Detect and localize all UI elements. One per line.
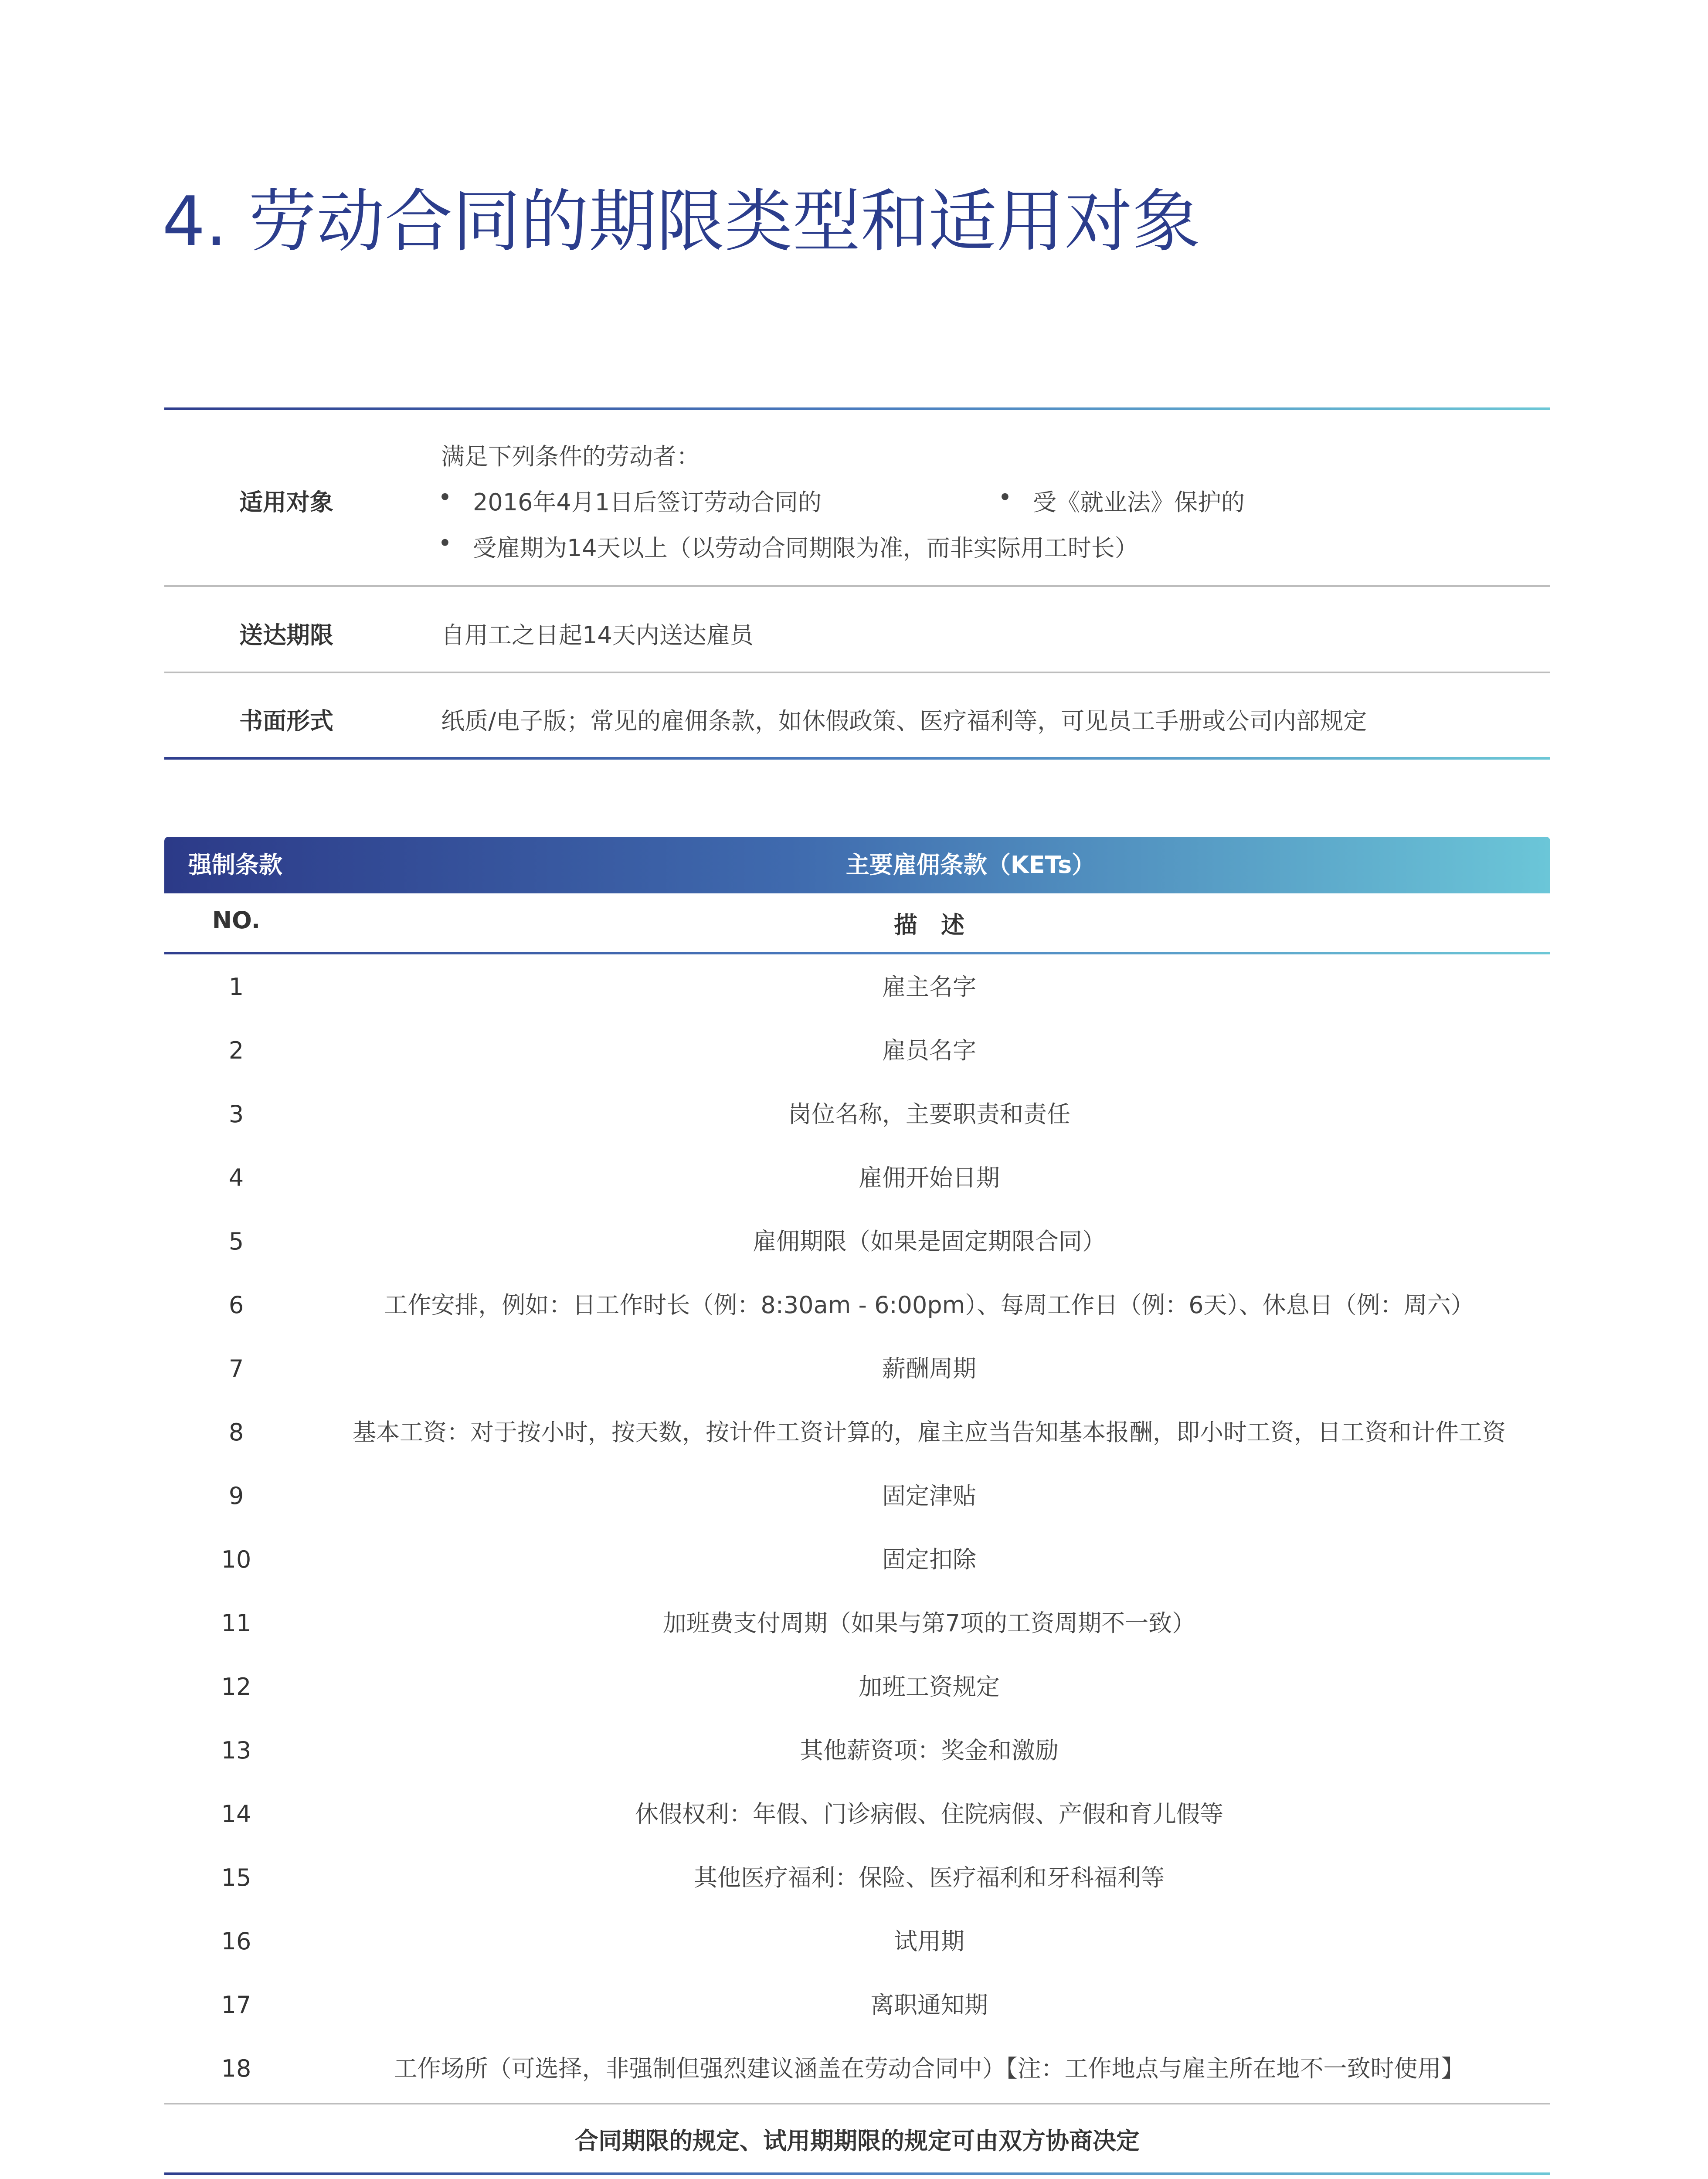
row-divider	[164, 585, 1550, 587]
kets-header-center-wrap	[164, 837, 1550, 893]
row-no: 15	[221, 1864, 251, 1891]
applicable-label: 适用对象	[239, 489, 333, 516]
table-row	[164, 955, 1550, 1019]
kets-footer-note: 合同期限的规定、试用期期限的规定可由双方协商决定	[575, 2127, 1140, 2155]
row-no: 8	[228, 1419, 244, 1446]
row-no: 10	[221, 1546, 251, 1573]
kets-table-header	[164, 837, 1550, 893]
table-row	[164, 1910, 1550, 1973]
row-desc: 雇佣开始日期	[859, 1164, 1000, 1191]
kets-footer-divider	[164, 2103, 1550, 2104]
table-row	[164, 1083, 1550, 1146]
row-no: 2	[228, 1037, 244, 1064]
row-desc: 雇佣期限（如果是固定期限合同）	[753, 1228, 1106, 1255]
page-title: 4. 劳动合同的期限类型和适用对象	[162, 182, 1201, 261]
kets-header-title: 主要雇佣条款（KETs）	[846, 851, 1096, 879]
row-divider	[164, 672, 1550, 673]
col-no-header: NO.	[212, 906, 261, 934]
table-row	[164, 1528, 1550, 1592]
table-row	[164, 1337, 1550, 1401]
table-row	[164, 1782, 1550, 1846]
row-desc: 雇员名字	[882, 1037, 976, 1064]
row-no: 14	[221, 1800, 251, 1828]
col-desc-header: 描 述	[894, 911, 964, 939]
bullet-dot: •	[438, 529, 452, 557]
row-desc: 休假权利：年假、门诊病假、住院病假、产假和育儿假等	[635, 1800, 1223, 1828]
row-no: 17	[221, 1991, 251, 2019]
bullet-dot: •	[998, 484, 1012, 511]
row-no: 3	[228, 1100, 244, 1128]
row-desc: 薪酬周期	[882, 1355, 976, 1382]
row-desc: 固定津贴	[882, 1482, 976, 1510]
applicable-bullet-3: 受雇期为14天以上（以劳动合同期限为准，而非实际用工时长）	[473, 534, 1138, 562]
row-desc: 离职通知期	[870, 1991, 988, 2019]
table-row	[164, 1401, 1550, 1464]
delivery-text: 自用工之日起14天内送达雇员	[441, 621, 754, 649]
applicable-bullet-2: 受《就业法》保护的	[1033, 489, 1245, 516]
table-row	[164, 1592, 1550, 1655]
row-no: 7	[228, 1355, 244, 1382]
info-table-top-rule	[164, 407, 1550, 410]
row-no: 6	[228, 1291, 244, 1319]
kets-bottom-rule	[164, 2172, 1550, 2175]
table-row	[164, 2037, 1550, 2101]
bullet-dot: •	[438, 484, 452, 511]
table-row	[164, 1973, 1550, 2037]
table-row	[164, 1846, 1550, 1910]
row-no: 18	[221, 2055, 251, 2082]
applicable-bullet-1: 2016年4月1日后签订劳动合同的	[473, 489, 822, 516]
row-no: 16	[221, 1928, 251, 1955]
row-desc: 基本工资：对于按小时，按天数，按计件工资计算的，雇主应当告知基本报酬，即小时工资，日工资和计件工资	[353, 1419, 1506, 1446]
form-label: 书面形式	[239, 707, 333, 735]
table-row	[164, 1019, 1550, 1083]
form-text: 纸质/电子版；常见的雇佣条款，如休假政策、医疗福利等，可见员工手册或公司内部规定	[441, 707, 1367, 735]
row-desc: 工作安排，例如：日工作时长（例：8:30am - 6:00pm）、每周工作日（例：6天）、休息日（例：周六）	[384, 1291, 1474, 1319]
info-table-bottom-rule	[164, 757, 1550, 760]
table-row	[164, 1273, 1550, 1337]
row-desc: 其他薪资项：奖金和激励	[800, 1737, 1059, 1764]
delivery-label: 送达期限	[239, 621, 333, 649]
row-desc: 试用期	[894, 1928, 964, 1955]
row-no: 5	[228, 1228, 244, 1255]
table-row	[164, 1464, 1550, 1528]
kets-column-header-rule	[164, 952, 1550, 954]
row-no: 13	[221, 1737, 251, 1764]
table-row	[164, 1719, 1550, 1782]
table-row	[164, 1210, 1550, 1273]
applicable-intro: 满足下列条件的劳动者：	[441, 443, 700, 470]
row-no: 4	[228, 1164, 244, 1191]
row-desc: 加班工资规定	[859, 1673, 1000, 1700]
row-desc: 加班费支付周期（如果与第7项的工资周期不一致）	[662, 1609, 1196, 1637]
kets-header-left: 强制条款	[188, 851, 282, 879]
row-desc: 其他医疗福利：保险、医疗福利和牙科福利等	[694, 1864, 1165, 1891]
row-no: 9	[228, 1482, 244, 1510]
row-desc: 固定扣除	[882, 1546, 976, 1573]
row-desc: 岗位名称，主要职责和责任	[788, 1100, 1070, 1128]
table-row	[164, 1146, 1550, 1210]
table-row	[164, 1655, 1550, 1719]
row-no: 1	[228, 973, 244, 1001]
row-no: 12	[221, 1673, 251, 1700]
row-desc: 雇主名字	[882, 973, 976, 1001]
row-no: 11	[221, 1609, 251, 1637]
row-desc: 工作场所（可选择，非强制但强烈建议涵盖在劳动合同中）【注：工作地点与雇主所在地不一致时使用】	[394, 2055, 1465, 2082]
